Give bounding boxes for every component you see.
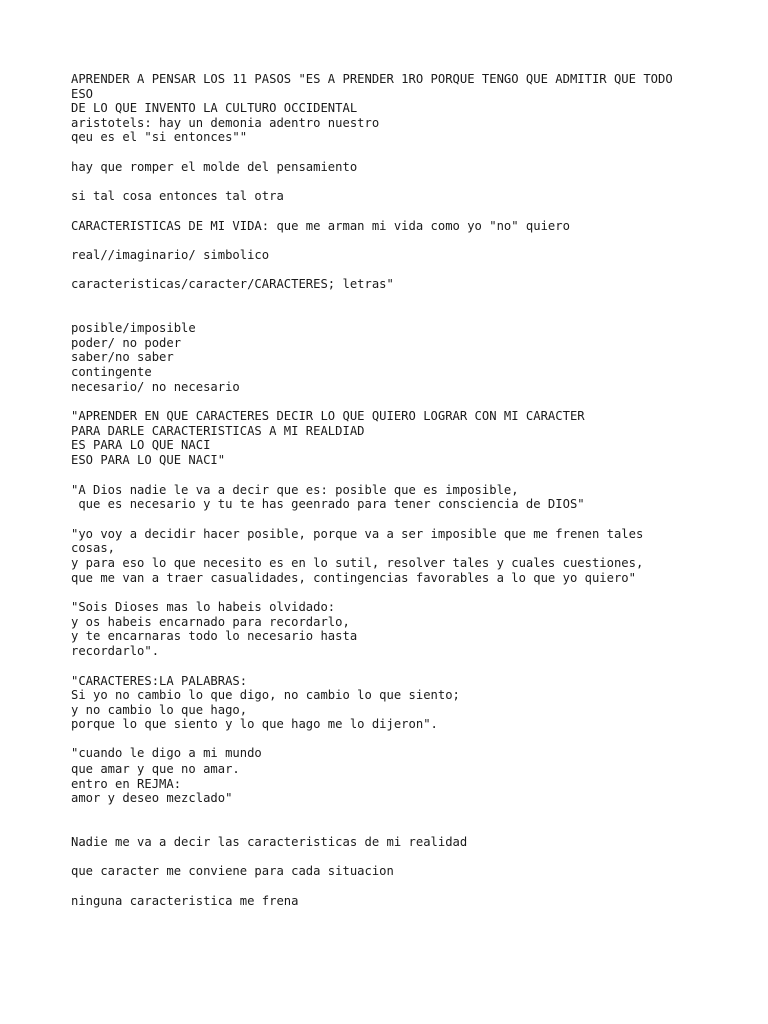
text-line: que es necesario y tu te has geenrado para tener consciencia de DIOS" <box>71 497 585 511</box>
text-line: contingente <box>71 365 152 379</box>
text-line: "A Dios nadie le va a decir que es: posible que es imposible, <box>71 483 519 497</box>
text-line: "Sois Dioses mas lo habeis olvidado: <box>71 600 336 614</box>
text-line: ESO <box>71 87 94 101</box>
text-line: y te encarnaras todo lo necesario hasta <box>71 629 358 643</box>
text-line: "CARACTERES:LA PALABRAS: <box>71 674 248 688</box>
text-line: porque lo que siento y lo que hago me lo dijeron". <box>71 717 438 731</box>
text-line: APRENDER A PENSAR LOS 11 PASOS "ES A PRENDER 1RO PORQUE TENGO QUE ADMITIR QUE TODO <box>71 72 673 86</box>
text-line: hay que romper el molde del pensamiento <box>71 160 358 174</box>
text-line: aristotels: hay un demonia adentro nuestro <box>71 116 380 130</box>
text-line: ninguna caracteristica me frena <box>71 894 299 908</box>
text-line: y para eso lo que necesito es en lo sutil, resolver tales y cuales cuestiones, <box>71 556 644 570</box>
text-line: Si yo no cambio lo que digo, no cambio lo que siento; <box>71 688 460 702</box>
text-line: "cuando le digo a mi mundo <box>71 746 262 760</box>
text-line: ESO PARA LO QUE NACI" <box>71 453 226 467</box>
text-line: saber/no saber <box>71 350 174 364</box>
text-line: que amar y que no amar. <box>71 762 240 776</box>
text-line: que caracter me conviene para cada situacion <box>71 864 394 878</box>
text-line: ES PARA LO QUE NACI <box>71 438 211 452</box>
text-line: "APRENDER EN QUE CARACTERES DECIR LO QUE QUIERO LOGRAR CON MI CARACTER <box>71 409 585 423</box>
text-line: Nadie me va a decir las caracteristicas de mi realidad <box>71 835 468 849</box>
text-line: DE LO QUE INVENTO LA CULTURO OCCIDENTAL <box>71 101 358 115</box>
text-line: CARACTERISTICAS DE MI VIDA: que me arman mi vida como yo "no" quiero <box>71 219 570 233</box>
text-line: qeu es el "si entonces"" <box>71 130 248 144</box>
text-line: posible/imposible <box>71 321 196 335</box>
text-line: que me van a traer casualidades, contingencias favorables a lo que yo quiero" <box>71 571 636 585</box>
text-line: caracteristicas/caracter/CARACTERES; letras" <box>71 277 394 291</box>
text-line: y no cambio lo que hago, <box>71 703 248 717</box>
text-line: poder/ no poder <box>71 336 182 350</box>
text-line: real//imaginario/ simbolico <box>71 248 270 262</box>
text-line: entro en REJMA: <box>71 777 182 791</box>
text-line: cosas, <box>71 541 116 555</box>
text-line: recordarlo". <box>71 644 160 658</box>
text-line: si tal cosa entonces tal otra <box>71 189 284 203</box>
text-line: "yo voy a decidir hacer posible, porque va a ser imposible que me frenen tales <box>71 527 644 541</box>
text-line: amor y deseo mezclado" <box>71 791 233 805</box>
text-line: PARA DARLE CARACTERISTICAS A MI REALDIAD <box>71 424 365 438</box>
text-line: y os habeis encarnado para recordarlo, <box>71 615 350 629</box>
text-line: necesario/ no necesario <box>71 380 240 394</box>
